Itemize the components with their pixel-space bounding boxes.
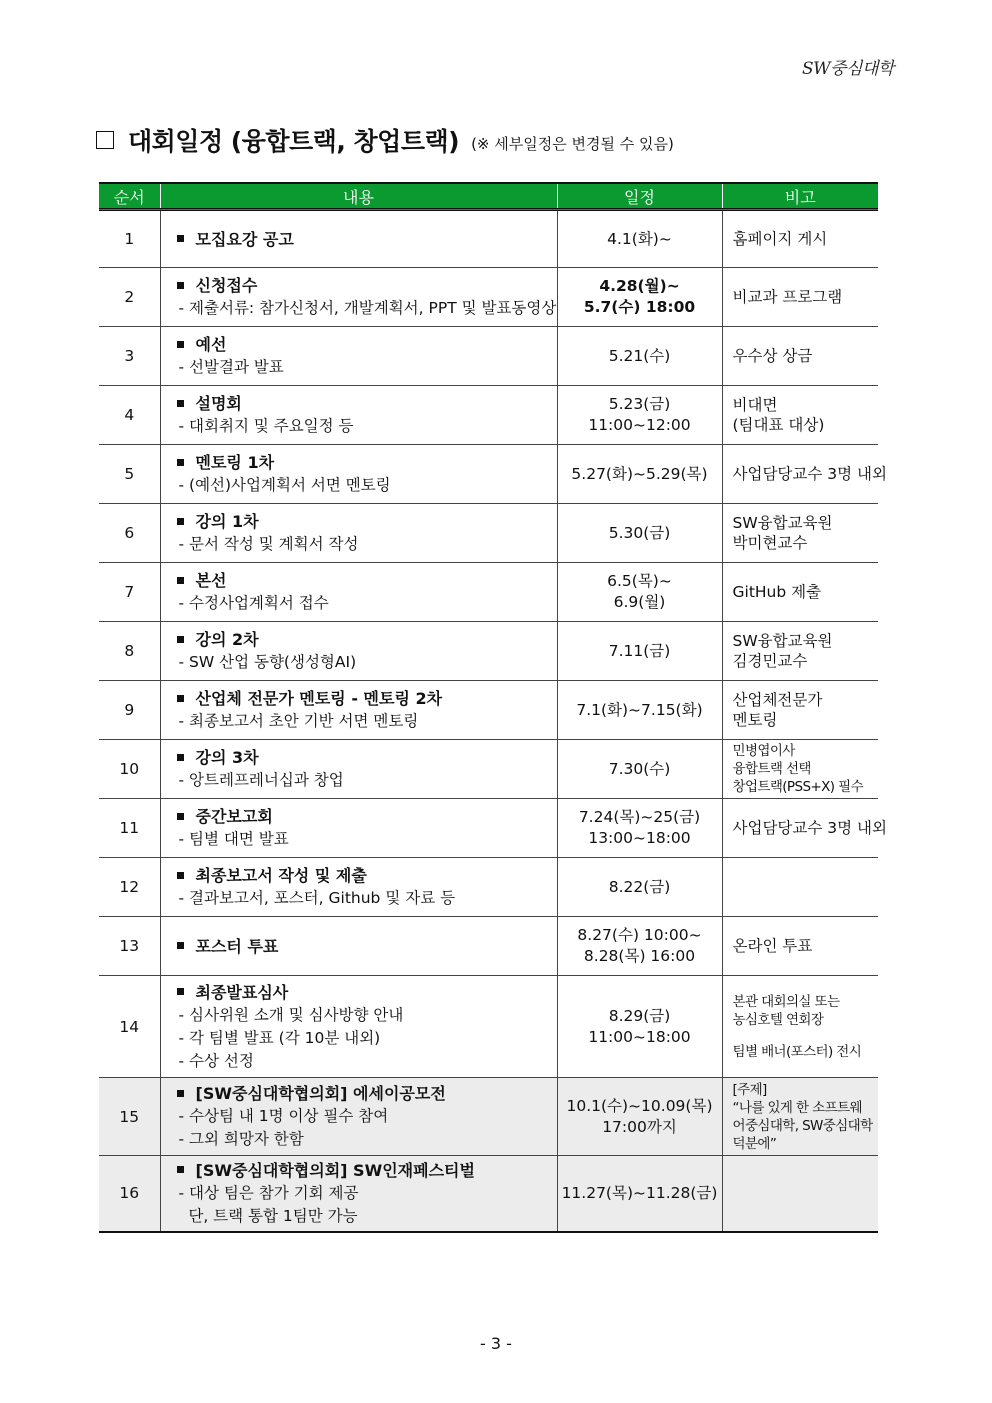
content-subitem: - 제출서류: 참가신청서, 개발계획서, PPT 및 발표동영상: [178, 299, 557, 317]
square-bullet-icon: [177, 518, 184, 525]
schedule-line: 4.28(월)~: [599, 277, 680, 295]
row-remarks: [722, 681, 878, 740]
remarks-line: 우수상 상금: [732, 347, 813, 365]
table-header-row: [99, 183, 878, 210]
content-item: [177, 864, 557, 887]
content-item: [177, 392, 557, 415]
content-subitem: - 수정사업계획서 접수: [178, 594, 329, 612]
square-bullet-icon: [177, 636, 184, 643]
row-content: [160, 210, 557, 268]
content-subitem: 단, 트랙 통합 1팀만 가능: [178, 1206, 358, 1225]
content-subitem: - 대상 팀은 참가 기회 제공: [178, 1183, 359, 1202]
content-subitem: - 팀별 대면 발표: [178, 830, 289, 848]
row-schedule: [557, 1078, 722, 1156]
content-subitem: - 결과보고서, 포스터, Github 및 자료 등: [178, 889, 456, 907]
content-subitem: - 심사위원 소개 및 심사방향 안내: [178, 1005, 404, 1024]
remarks-line: GitHub 제출: [732, 583, 822, 601]
row-remarks: [722, 268, 878, 327]
content-item: [177, 333, 557, 356]
row-number: 4: [99, 386, 160, 445]
remarks-line: 박미현교수: [732, 534, 808, 552]
remarks-line: 덕분에”: [732, 1135, 777, 1152]
row-remarks: [722, 210, 878, 268]
row-schedule: [557, 1156, 722, 1232]
square-bullet-icon: [177, 235, 184, 242]
remarks-line: (팀대표 대상): [732, 416, 825, 434]
content-item-title: 멘토링 1차: [195, 453, 275, 472]
remarks-line: 비교과 프로그램: [732, 288, 843, 306]
row-content: [160, 858, 557, 917]
row-schedule: [557, 563, 722, 622]
square-bullet-icon: [177, 459, 184, 466]
row-content: [160, 386, 557, 445]
schedule-line: 7.30(수): [608, 759, 671, 778]
page-number: - 3 -: [480, 1334, 512, 1353]
schedule-table: [99, 182, 887, 1233]
schedule-line: 11:00~12:00: [588, 416, 691, 434]
header-content: 내용: [160, 183, 557, 210]
row-remarks: [722, 504, 878, 563]
remarks-line: “나를 있게 한 소프트웨: [732, 1099, 862, 1116]
row-remarks: [722, 976, 878, 1078]
square-bullet-icon: [177, 695, 184, 702]
square-bullet-icon: [177, 1090, 184, 1097]
row-number: 5: [99, 445, 160, 504]
content-subitem: - (예선)사업계획서 서면 멘토링: [178, 476, 391, 494]
schedule-line: 10.1(수)~10.09(목): [566, 1096, 713, 1115]
remarks-line: 산업체전문가: [732, 691, 823, 709]
schedule-line: 6.9(월): [613, 593, 666, 611]
content-item: [177, 746, 557, 769]
row-remarks: [722, 386, 878, 445]
remarks-line: 사업담당교수 3명 내외: [732, 465, 887, 483]
row-content: [160, 622, 557, 681]
row-content: [160, 917, 557, 976]
row-content: [160, 740, 557, 799]
schedule-line: 7.24(목)~25(금): [578, 808, 701, 826]
row-schedule: [557, 799, 722, 858]
row-number: 16: [99, 1156, 160, 1232]
table-row: [99, 917, 878, 976]
content-item: [177, 451, 557, 474]
row-number: 7: [99, 563, 160, 622]
heading-title: 대회일정 (융합트랙, 창업트랙): [128, 127, 460, 156]
row-content: [160, 799, 557, 858]
row-number: 9: [99, 681, 160, 740]
content-subitem: - 각 팀별 발표 (각 10분 내외): [178, 1028, 381, 1047]
row-content: [160, 976, 557, 1078]
content-item-title: [SW중심대학협의회] 에세이공모전: [195, 1084, 446, 1103]
remarks-line: 융합트랙 선택: [732, 761, 811, 777]
row-number: 13: [99, 917, 160, 976]
table-row: [99, 799, 878, 858]
content-item: [177, 510, 557, 533]
schedule-line: 17:00까지: [602, 1117, 677, 1136]
content-item: [177, 805, 557, 828]
row-remarks: [722, 445, 887, 504]
remarks-line: SW융합교육원: [732, 514, 833, 532]
remarks-line: 어중심대학, SW중심대학: [732, 1117, 873, 1134]
square-bullet-icon: [177, 1166, 184, 1173]
row-schedule: [557, 327, 722, 386]
remarks-line: 온라인 투표: [732, 937, 813, 955]
sw-central-university-logo: SW중심대학: [802, 59, 894, 79]
row-schedule: [557, 445, 722, 504]
row-number: 2: [99, 268, 160, 327]
row-remarks: [722, 327, 878, 386]
content-item-title: 강의 1차: [195, 512, 259, 531]
remarks-line: 사업담당교수 3명 내외: [732, 819, 887, 837]
schedule-line: 5.7(수) 18:00: [583, 298, 696, 316]
table-row: [99, 858, 878, 917]
square-bullet-icon: [177, 400, 184, 407]
row-schedule: [557, 504, 722, 563]
row-number: 15: [99, 1078, 160, 1156]
schedule-line: 8.22(금): [608, 877, 671, 896]
row-schedule: [557, 386, 722, 445]
table-row: [99, 681, 878, 740]
remarks-line: [주제]: [732, 1081, 767, 1098]
content-subitem: - 선발결과 발표: [178, 358, 284, 376]
section-heading: [96, 122, 674, 158]
content-subitem: - SW 산업 동향(생성형AI): [178, 653, 357, 671]
content-item: [177, 981, 557, 1004]
row-schedule: [557, 976, 722, 1078]
row-number: 6: [99, 504, 160, 563]
remarks-line: SW융합교육원: [732, 632, 833, 650]
schedule-line: 8.27(수) 10:00~: [577, 926, 702, 944]
content-item: [177, 569, 557, 592]
row-number: 8: [99, 622, 160, 681]
square-bullet-icon: [177, 813, 184, 820]
content-item-title: 최종발표심사: [195, 982, 289, 1002]
square-bullet-icon: [177, 282, 184, 289]
content-subitem: - 수상 선정: [178, 1051, 254, 1070]
remarks-line: 본관 대회의실 또는: [732, 993, 840, 1010]
table-row: [99, 1156, 878, 1232]
table-row: [99, 563, 878, 622]
table-row: [99, 268, 878, 327]
content-item-title: 본선: [195, 571, 227, 590]
remarks-line: 창업트랙(PSS+X) 필수: [732, 779, 864, 795]
content-item-title: 포스터 투표: [195, 936, 279, 956]
row-remarks: [722, 799, 887, 858]
remarks-line: 팀별 배너(포스터) 전시: [732, 1043, 862, 1060]
content-subitem: - 대회취지 및 주요일정 등: [178, 417, 354, 435]
table-row: [99, 504, 878, 563]
row-content: [160, 327, 557, 386]
content-subitem: - 앙트레프레너십과 창업: [178, 771, 344, 789]
table-row: [99, 210, 878, 268]
content-item-title: [SW중심대학협의회] SW인재페스티벌: [195, 1160, 475, 1180]
row-schedule: [557, 740, 722, 799]
row-remarks: [722, 1078, 878, 1156]
square-bullet-icon: [177, 988, 184, 995]
content-item-title: 모집요강 공고: [195, 229, 294, 249]
content-item-title: 신청접수: [195, 276, 258, 295]
row-content: [160, 445, 557, 504]
schedule-line: 8.29(금): [608, 1006, 671, 1025]
content-subitem: - 최종보고서 초안 기반 서면 멘토링: [178, 712, 419, 730]
table-row: [99, 622, 878, 681]
row-content: [160, 1078, 557, 1156]
row-remarks: [722, 858, 878, 917]
square-bullet-icon: [177, 341, 184, 348]
row-number: 14: [99, 976, 160, 1078]
table-row: [99, 976, 878, 1078]
header-schedule: 일정: [557, 183, 722, 210]
table-row: [99, 1078, 878, 1156]
row-number: 12: [99, 858, 160, 917]
content-item-title: 예선: [195, 335, 227, 354]
row-content: [160, 504, 557, 563]
square-bullet-icon: [177, 942, 184, 949]
remarks-line: 비대면: [732, 396, 778, 414]
row-schedule: [557, 268, 722, 327]
schedule-line: 7.1(화)~7.15(화): [576, 700, 703, 719]
schedule-line: 5.27(화)~5.29(목): [571, 464, 708, 483]
schedule-line: 8.28(목) 16:00: [583, 947, 696, 965]
row-remarks: [722, 1156, 878, 1232]
content-item-title: 산업체 전문가 멘토링 - 멘토링 2차: [195, 689, 443, 708]
content-subitem: - 문서 작성 및 계획서 작성: [178, 535, 359, 553]
row-schedule: [557, 210, 722, 268]
content-item-title: 강의 2차: [195, 630, 259, 649]
content-subitem: - 수상팀 내 1명 이상 필수 참여: [178, 1107, 389, 1125]
content-item: [177, 687, 557, 710]
content-item-title: 중간보고회: [195, 807, 273, 826]
content-item: [177, 274, 557, 297]
schedule-line: 11.27(목)~11.28(금): [561, 1183, 718, 1202]
schedule-line: 11:00~18:00: [588, 1027, 691, 1046]
square-bullet-icon: [177, 754, 184, 761]
row-content: [160, 563, 557, 622]
content-item: [177, 1082, 557, 1105]
remarks-line: 민병엽이사: [732, 743, 795, 759]
table-row: [99, 327, 878, 386]
row-content: [160, 1156, 557, 1232]
content-item: [177, 935, 557, 958]
row-number: 11: [99, 799, 160, 858]
remarks-line: 홈페이지 게시: [732, 230, 828, 248]
schedule-line: 5.30(금): [608, 523, 671, 542]
row-content: [160, 681, 557, 740]
row-number: 3: [99, 327, 160, 386]
row-number: 10: [99, 740, 160, 799]
content-item-title: 설명회: [195, 394, 242, 413]
row-remarks: [722, 563, 878, 622]
schedule-line: 5.23(금): [608, 395, 671, 413]
schedule-line: 4.1(화)~: [607, 229, 672, 248]
remarks-line: [733, 1029, 879, 1043]
content-item: [177, 228, 557, 251]
schedule-line: 13:00~18:00: [588, 829, 691, 847]
row-content: [160, 268, 557, 327]
table-row: [99, 740, 878, 799]
row-schedule: [557, 681, 722, 740]
header-remarks: 비고: [722, 183, 878, 210]
schedule-line: 5.21(수): [608, 346, 671, 365]
remarks-line: 멘토링: [732, 711, 778, 729]
remarks-line: 김경민교수: [732, 652, 808, 670]
content-item-title: 최종보고서 작성 및 제출: [195, 866, 367, 885]
row-schedule: [557, 858, 722, 917]
row-remarks: [722, 917, 878, 976]
header-order: 순서: [99, 183, 160, 210]
schedule-line: 7.11(금): [608, 641, 671, 660]
content-subitem: - 그외 희망자 한함: [178, 1130, 304, 1148]
row-schedule: [557, 917, 722, 976]
heading-note: (※ 세부일정은 변경될 수 있음): [471, 134, 674, 153]
table-row: [99, 386, 878, 445]
row-remarks: [722, 740, 878, 799]
row-remarks: [722, 622, 878, 681]
checkbox-square-icon: [96, 131, 114, 149]
square-bullet-icon: [177, 577, 184, 584]
square-bullet-icon: [177, 872, 184, 879]
content-item: [177, 1159, 557, 1182]
row-number: 1: [99, 210, 160, 268]
schedule-line: 6.5(목)~: [607, 572, 672, 590]
content-item: [177, 628, 557, 651]
remarks-line: 농심호텔 연회장: [732, 1011, 824, 1028]
table-row: [99, 445, 878, 504]
row-schedule: [557, 622, 722, 681]
content-item-title: 강의 3차: [195, 748, 259, 767]
